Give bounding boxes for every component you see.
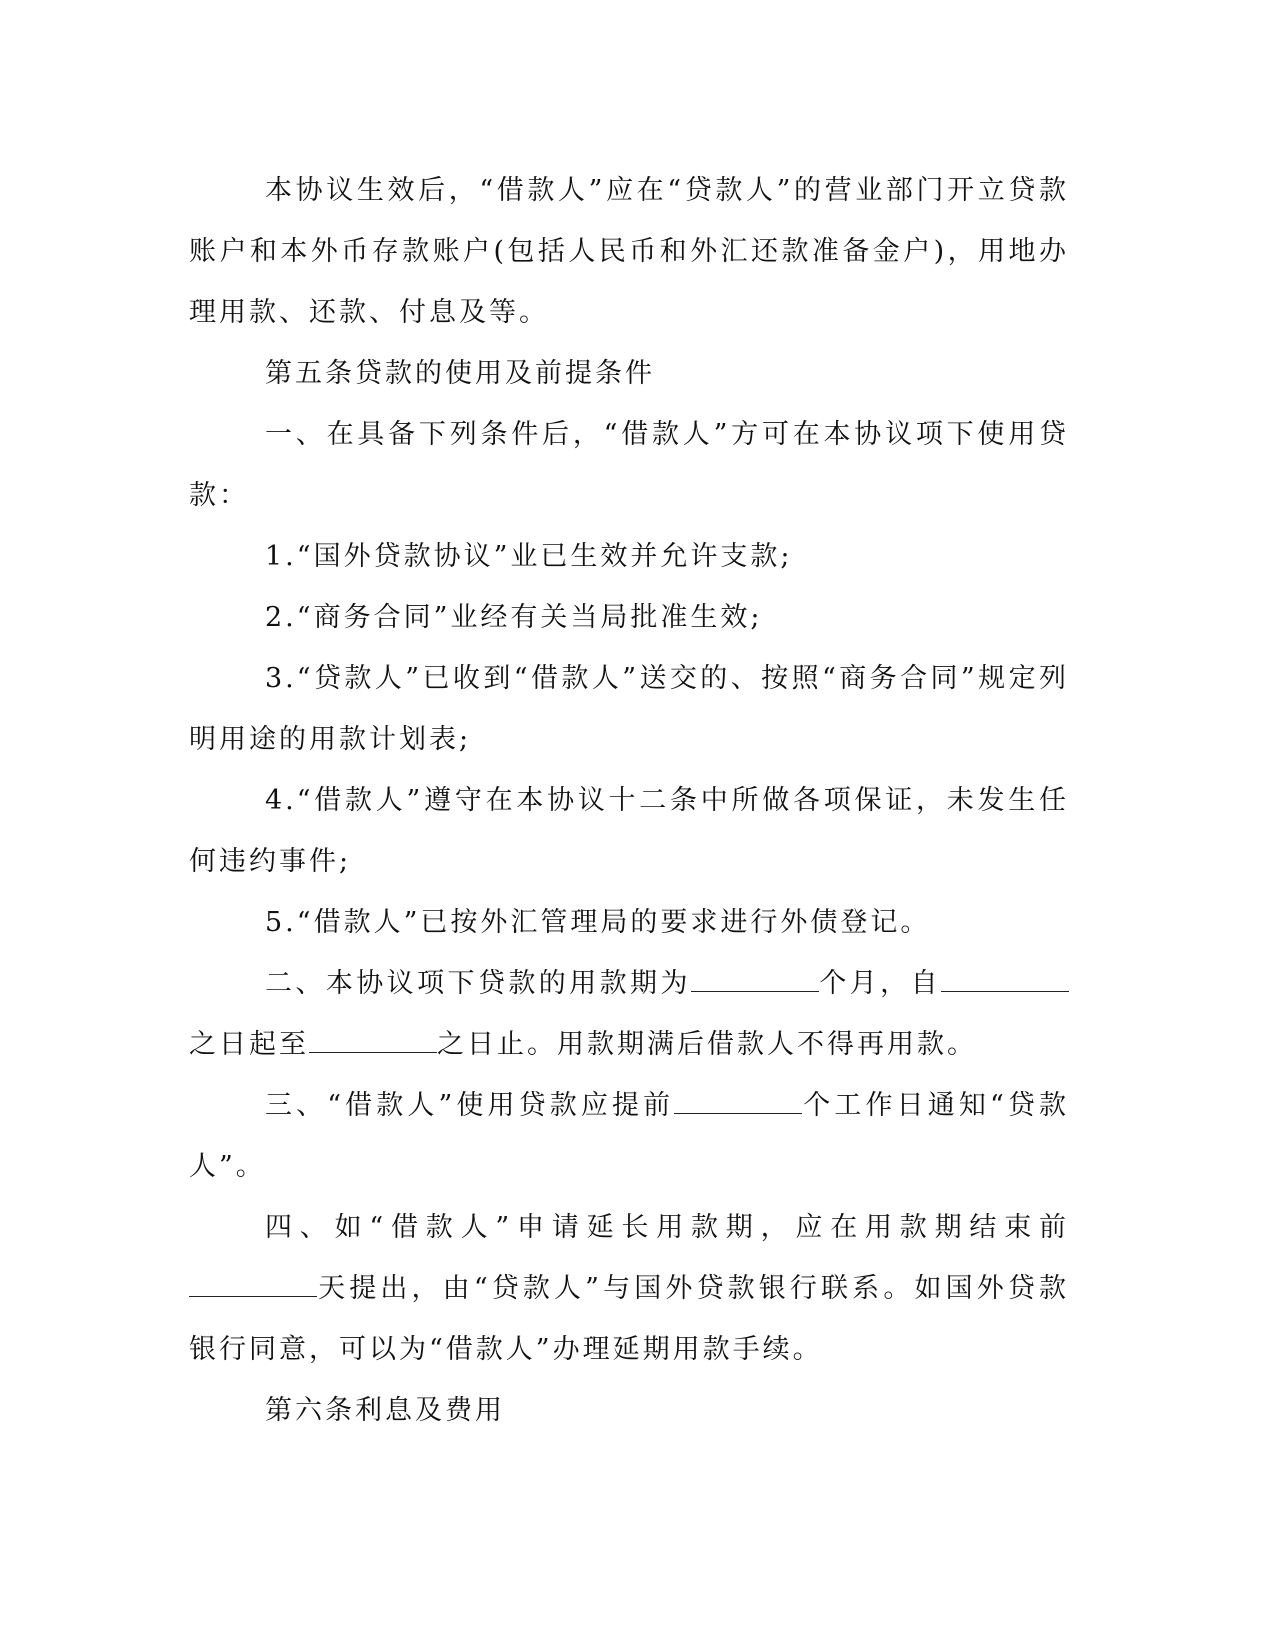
fill-blank	[691, 969, 819, 992]
paragraph-text: 1.“国外贷款协议”业已生效并允许支款;	[265, 541, 793, 572]
heading-text: 第六条利息及费用	[265, 1395, 505, 1426]
article-6-heading	[189, 1380, 1069, 1441]
condition-item-4	[189, 770, 1069, 892]
condition-item-1	[189, 526, 1069, 587]
paragraph-extension	[189, 1197, 1069, 1380]
condition-item-2	[189, 587, 1069, 648]
fill-blank	[189, 1274, 317, 1297]
paragraph-text: 之日起至	[189, 1029, 309, 1060]
paragraph-notice-period	[189, 1075, 1069, 1197]
paragraph-text: 天提出，由“贷款人”与国外贷款银行联系。如国外贷款银行同意，可以为“借款人”办理延期用款手续。	[189, 1273, 1069, 1365]
article-5-heading	[189, 343, 1069, 404]
paragraph-text: 个工作日通知“贷款人”。	[189, 1090, 1069, 1182]
paragraph-text: 本协议生效后，“借款人”应在“贷款人”的营业部门开立贷款账户和本外币存款账户(包括人民币和外汇还款准备金户)，用地办理用款、还款、付息及等。	[189, 175, 1069, 328]
paragraph-drawdown-period	[189, 953, 1069, 1075]
paragraph-text: 四、如“借款人”申请延长用款期，应在用款期结束前	[265, 1212, 1069, 1243]
paragraph-conditions-intro	[189, 404, 1069, 526]
paragraph-text: 之日止。用款期满后借款人不得再用款。	[437, 1029, 977, 1060]
paragraph-text: 3.“贷款人”已收到“借款人”送交的、按照“商务合同”规定列明用途的用款计划表;	[189, 663, 1069, 755]
fill-blank	[674, 1091, 802, 1114]
paragraph-text: 2.“商务合同”业经有关当局批准生效;	[265, 602, 763, 633]
condition-item-5	[189, 892, 1069, 953]
fill-blank	[941, 969, 1069, 992]
paragraph-text: 三、“借款人”使用贷款应提前	[265, 1090, 675, 1121]
condition-item-3	[189, 648, 1069, 770]
paragraph-text: 5.“借款人”已按外汇管理局的要求进行外债登记。	[265, 907, 931, 938]
paragraph-account-opening	[189, 160, 1069, 343]
paragraph-text: 个月，自	[818, 968, 942, 999]
paragraph-text: 4.“借款人”遵守在本协议十二条中所做各项保证，未发生任何违约事件;	[189, 785, 1069, 877]
paragraph-text: 二、本协议项下贷款的用款期为	[265, 968, 691, 999]
fill-blank	[309, 1030, 437, 1053]
paragraph-text: 一、在具备下列条件后，“借款人”方可在本协议项下使用贷款：	[189, 419, 1069, 511]
heading-text: 第五条贷款的使用及前提条件	[265, 358, 655, 389]
document-body	[189, 160, 1069, 1441]
